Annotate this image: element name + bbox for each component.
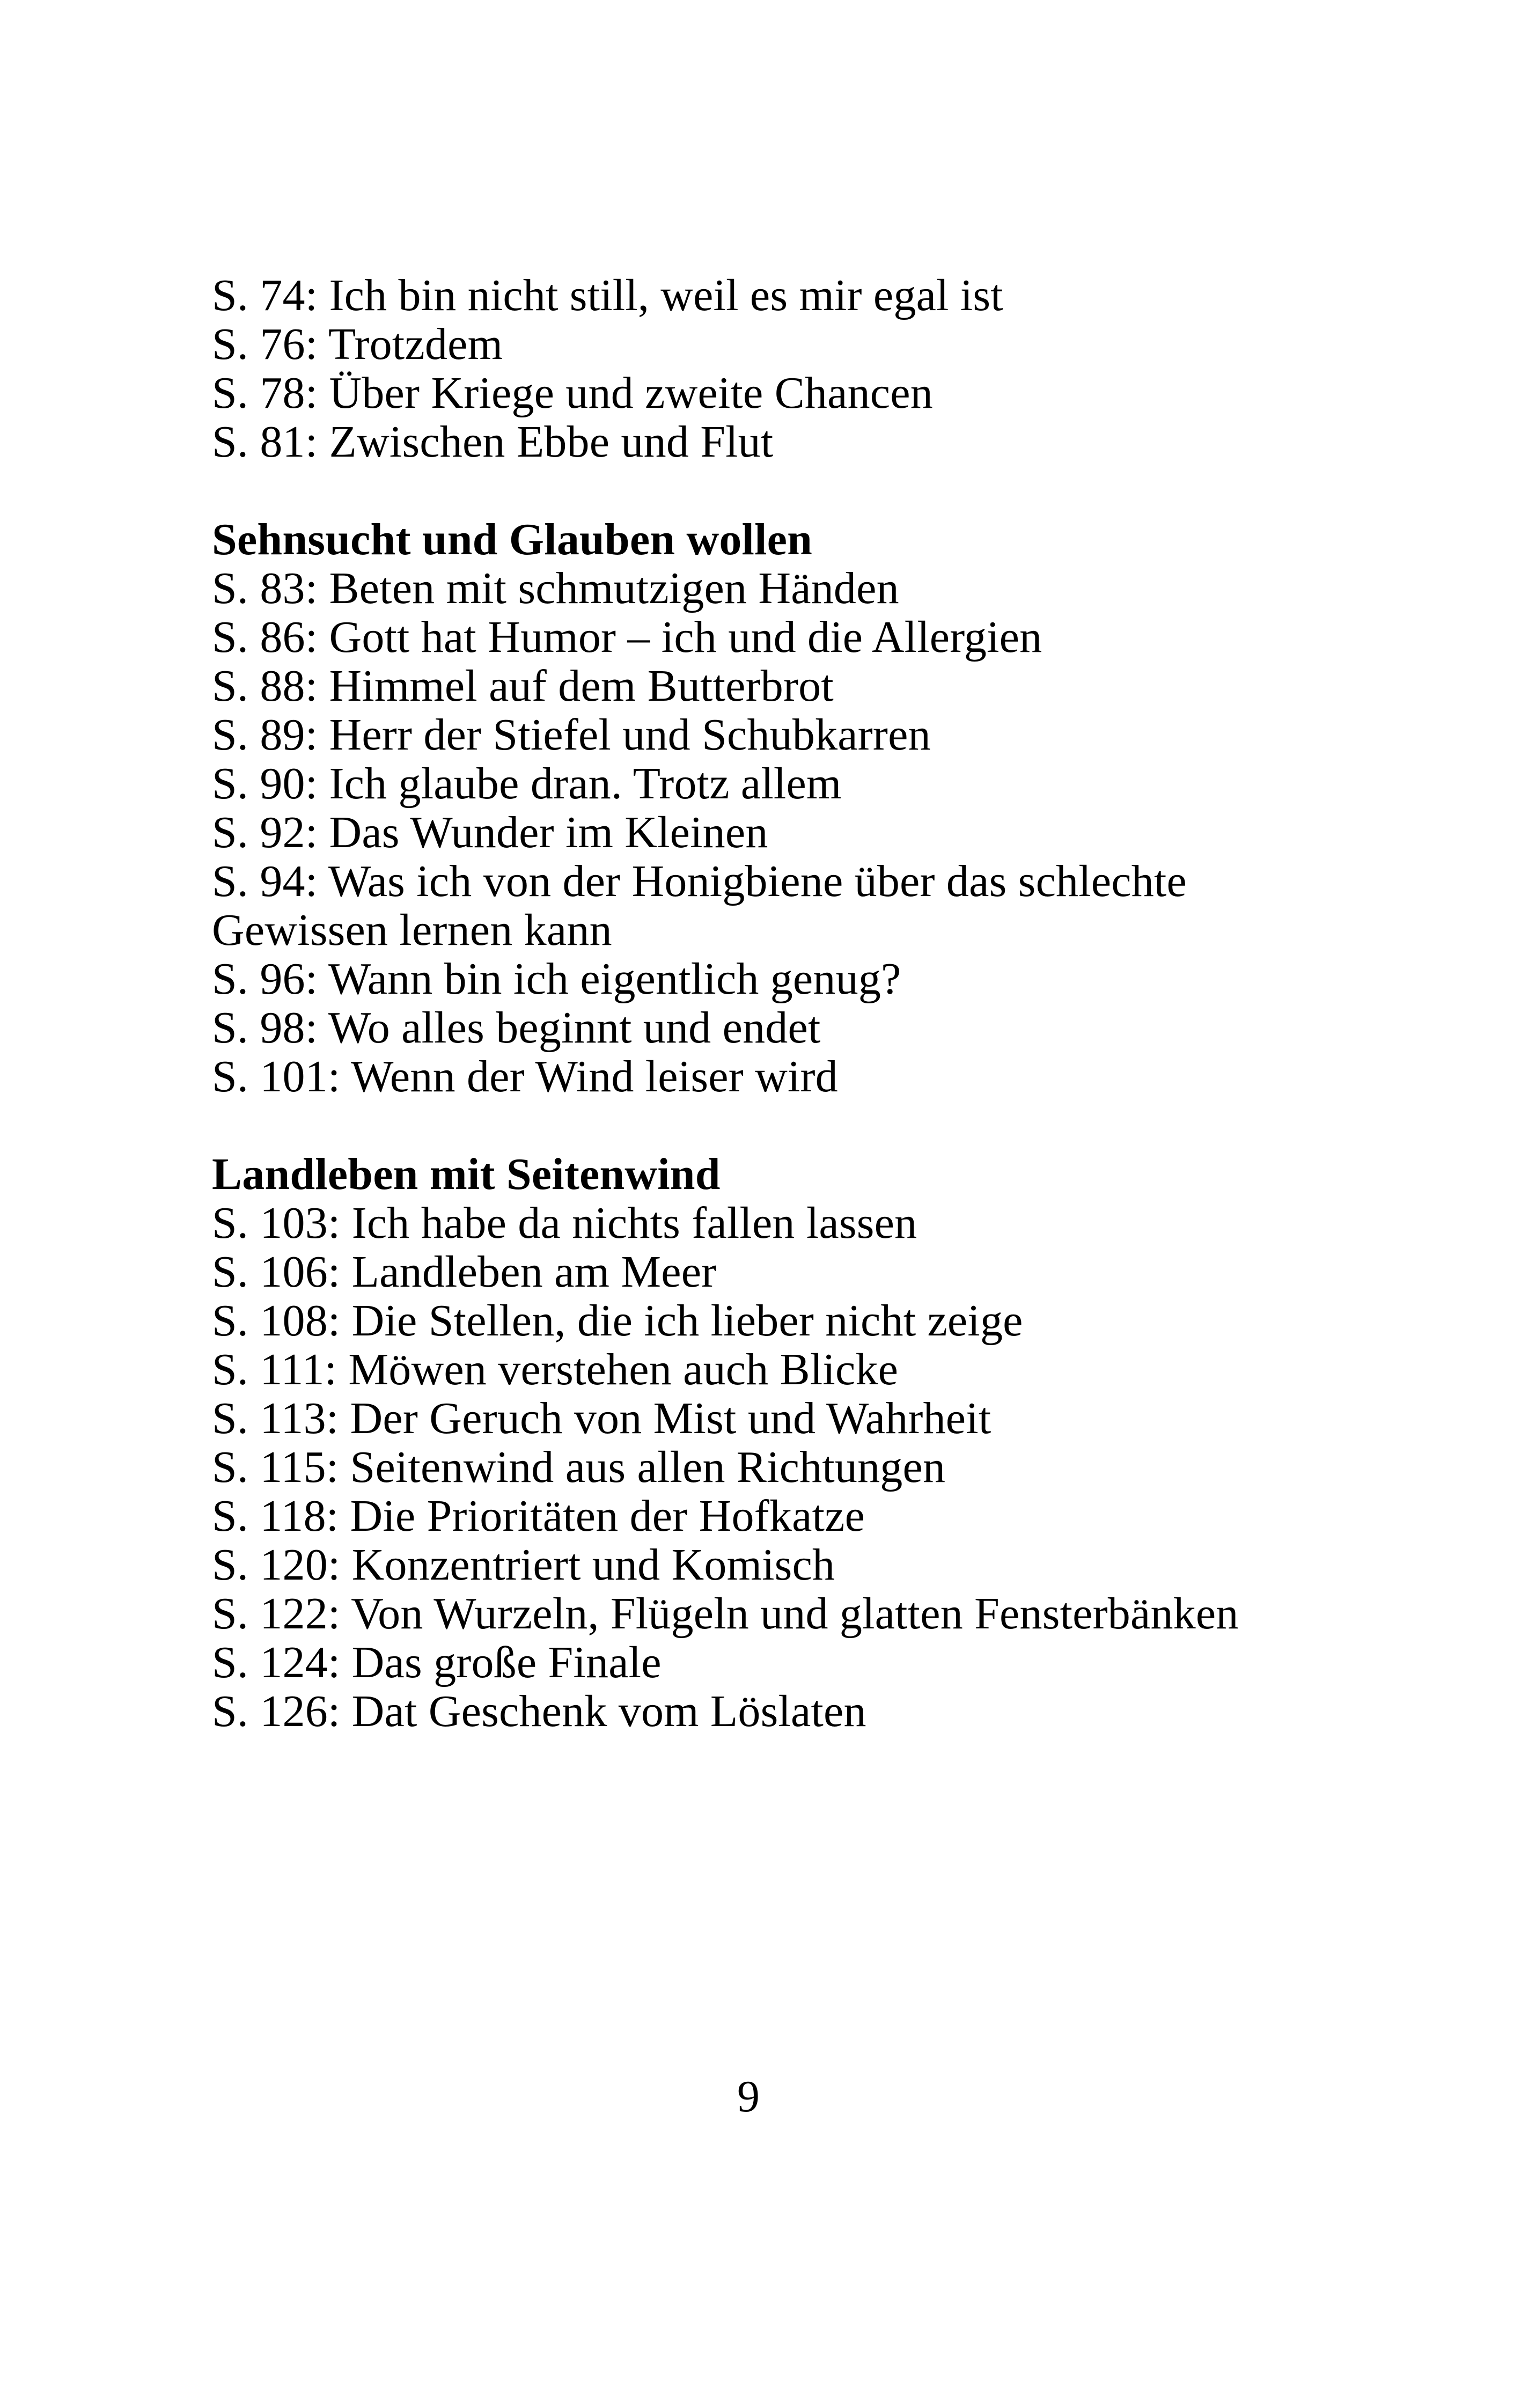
- toc-entry: S. 120: Konzentriert und Komisch: [212, 1540, 835, 1590]
- toc-entry: S. 74: Ich bin nicht still, weil es mir egal ist: [212, 270, 1003, 320]
- toc-entry: S. 89: Herr der Stiefel und Schubkarren: [212, 710, 931, 760]
- toc-entry: S. 92: Das Wunder im Kleinen: [212, 807, 768, 857]
- toc-entry: S. 124: Das große Finale: [212, 1638, 662, 1687]
- toc-entry: S. 106: Landleben am Meer: [212, 1247, 717, 1297]
- toc-entry: S. 86: Gott hat Humor – ich und die Allergien: [212, 612, 1042, 662]
- section-heading: Sehnsucht und Glauben wollen: [212, 515, 813, 564]
- toc-entry: S. 96: Wann bin ich eigentlich genug?: [212, 954, 901, 1004]
- toc-entry: S. 108: Die Stellen, die ich lieber nicht zeige: [212, 1296, 1023, 1346]
- toc-entry: S. 98: Wo alles beginnt und endet: [212, 1003, 821, 1053]
- toc-section-sehnsucht: [212, 515, 1280, 1101]
- toc-entry: S. 101: Wenn der Wind leiser wird: [212, 1052, 838, 1102]
- table-of-contents: [212, 271, 1280, 1736]
- toc-entry: S. 90: Ich glaube dran. Trotz allem: [212, 759, 842, 809]
- toc-entry: S. 115: Seitenwind aus allen Richtungen: [212, 1442, 946, 1492]
- toc-entry: S. 94: Was ich von der Honigbiene über das schlechte Gewissen lernen kann: [212, 856, 1187, 955]
- toc-entry: S. 76: Trotzdem: [212, 319, 503, 369]
- toc-entry: S. 81: Zwischen Ebbe und Flut: [212, 417, 774, 467]
- toc-section-untitled: [212, 271, 1280, 466]
- toc-entry: S. 83: Beten mit schmutzigen Händen: [212, 563, 899, 613]
- toc-entry: S. 122: Von Wurzeln, Flügeln und glatten Fensterbänken: [212, 1589, 1239, 1639]
- toc-entry: S. 103: Ich habe da nichts fallen lassen: [212, 1198, 917, 1248]
- toc-entry: S. 88: Himmel auf dem Butterbrot: [212, 661, 834, 711]
- toc-entry: S. 118: Die Prioritäten der Hofkatze: [212, 1491, 865, 1541]
- toc-entry: S. 126: Dat Geschenk vom Löslaten: [212, 1686, 866, 1736]
- toc-section-landleben: [212, 1150, 1280, 1736]
- toc-entry: S. 113: Der Geruch von Mist und Wahrheit: [212, 1393, 991, 1443]
- toc-entry: S. 78: Über Kriege und zweite Chancen: [212, 368, 933, 418]
- toc-entry: S. 111: Möwen verstehen auch Blicke: [212, 1345, 899, 1394]
- page-number: 9: [737, 2072, 760, 2121]
- section-heading: Landleben mit Seitenwind: [212, 1149, 721, 1199]
